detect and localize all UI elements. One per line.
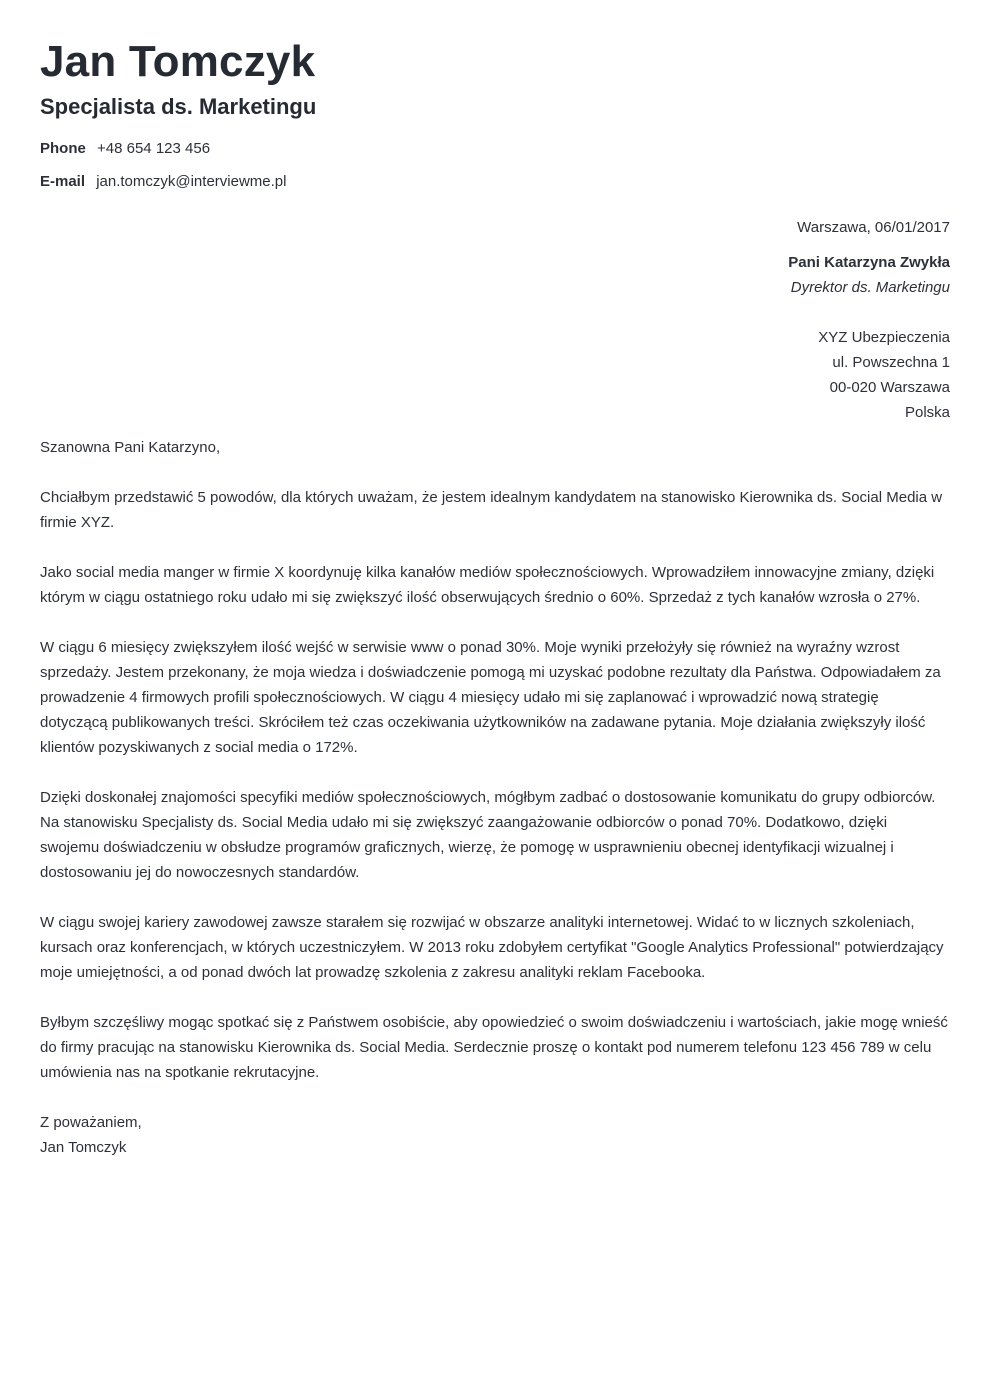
recipient-street: ul. Powszechna 1: [832, 354, 950, 371]
recipient-address: [40, 325, 950, 425]
letter-closing: Z poważaniem,: [40, 1114, 142, 1131]
letter-body: [40, 435, 950, 1085]
letter-paragraph: Jako social media manger w firmie X koordynuję kilka kanałów mediów społecznościowych. Wprowadziłem innowacyjne zmiany, dzięki którym w ciągu ostatniego roku udało mi się zwiększyć ilość obserwujących średnio o 60%. Sprzedaż z tych kanałów wzrosła o 27%.: [40, 564, 935, 606]
recipient-company: XYZ Ubezpieczenia: [818, 329, 950, 346]
phone-label: Phone: [40, 140, 86, 157]
letter-paragraph: Chciałbym przedstawić 5 powodów, dla których uważam, że jestem idealnym kandydatem na stanowisko Kierownika ds. Social Media w firmie XYZ.: [40, 489, 943, 531]
applicant-name: Jan Tomczyk: [40, 37, 316, 86]
letter-paragraph: W ciągu swojej kariery zawodowej zawsze starałem się rozwijać w obszarze analityki internetowej. Widać to w licznych szkoleniach, kursach oraz konferencjach, w których uczestniczyłem. W 2013 roku zdobyłem certyfikat "Google Analytics Professional" potwierdzający moje umiejętności, a od ponad dwóch lat prowadzę szkolenia z zakresu analityki reklam Facebooka.: [40, 914, 944, 981]
letter-salutation: Szanowna Pani Katarzyno,: [40, 439, 221, 456]
phone-value: +48 654 123 456: [97, 140, 211, 157]
email-value: jan.tomczyk@interviewme.pl: [96, 173, 287, 190]
letter-paragraph: Byłbym szczęśliwy mogąc spotkać się z Państwem osobiście, aby opowiedzieć o swoim doświadczeniu i wartościach, jakie mogę wnieść do firmy pracując na stanowisku Kierownika ds. Social Media. Serdecznie proszę o kontakt pod numerem telefonu 123 456 789 w celu umówienia nas na spotkanie rekrutacyjne.: [40, 1014, 948, 1081]
recipient-name: Pani Katarzyna Zwykła: [788, 254, 950, 271]
email-label: E-mail: [40, 173, 86, 190]
recipient-title: Dyrektor ds. Marketingu: [790, 279, 950, 296]
contact-email-row: [40, 173, 950, 206]
letter-paragraph: Dzięki doskonałej znajomości specyfiki mediów społecznościowych, mógłbym zadbać o dostosowanie komunikatu do grupy odbiorców. Na stanowisku Specjalisty ds. Social Media udało mi się zwiększyć zaangażowanie odbiorców o ponad 70%. Dodatkowo, dzięki swojemu doświadczeniu w obsłudze programów graficznych, wierzę, że pomogę w usprawnieniu obecnej identyfikacji wizualnej i dostosowaniu jej do nowoczesnych standardów.: [40, 789, 936, 881]
letter-signature: Jan Tomczyk: [40, 1139, 127, 1156]
contact-phone-row: [40, 140, 950, 173]
applicant-job-title: Specjalista ds. Marketingu: [40, 94, 317, 119]
letter-meta-block: [40, 215, 950, 425]
letter-closing-block: [40, 1110, 950, 1160]
place-date: Warszawa, 06/01/2017: [797, 219, 950, 236]
recipient-country: Polska: [904, 404, 950, 421]
letter-paragraph: W ciągu 6 miesięcy zwiększyłem ilość wejść w serwisie www o ponad 30%. Moje wyniki przełożyły się również na wyraźny wzrost sprzedaży. Jestem przekonany, że moja wiedza i doświadczenie pomogą mi uzyskać podobne rezultaty dla Państwa. Odpowiadałem za prowadzenie 4 firmowych profili społecznościowych. W ciągu 4 miesięcy udało mi się zaplanować i wprowadzić nową strategię dotyczącą publikowanych treści. Skróciłem też czas oczekiwania użytkowników na zadawane pytania. Moje działania zwiększyły ilość klientów pozyskiwanych z social media o 172%.: [40, 639, 941, 756]
contact-section: [40, 140, 950, 206]
recipient-postal-city: 00-020 Warszawa: [829, 379, 950, 396]
